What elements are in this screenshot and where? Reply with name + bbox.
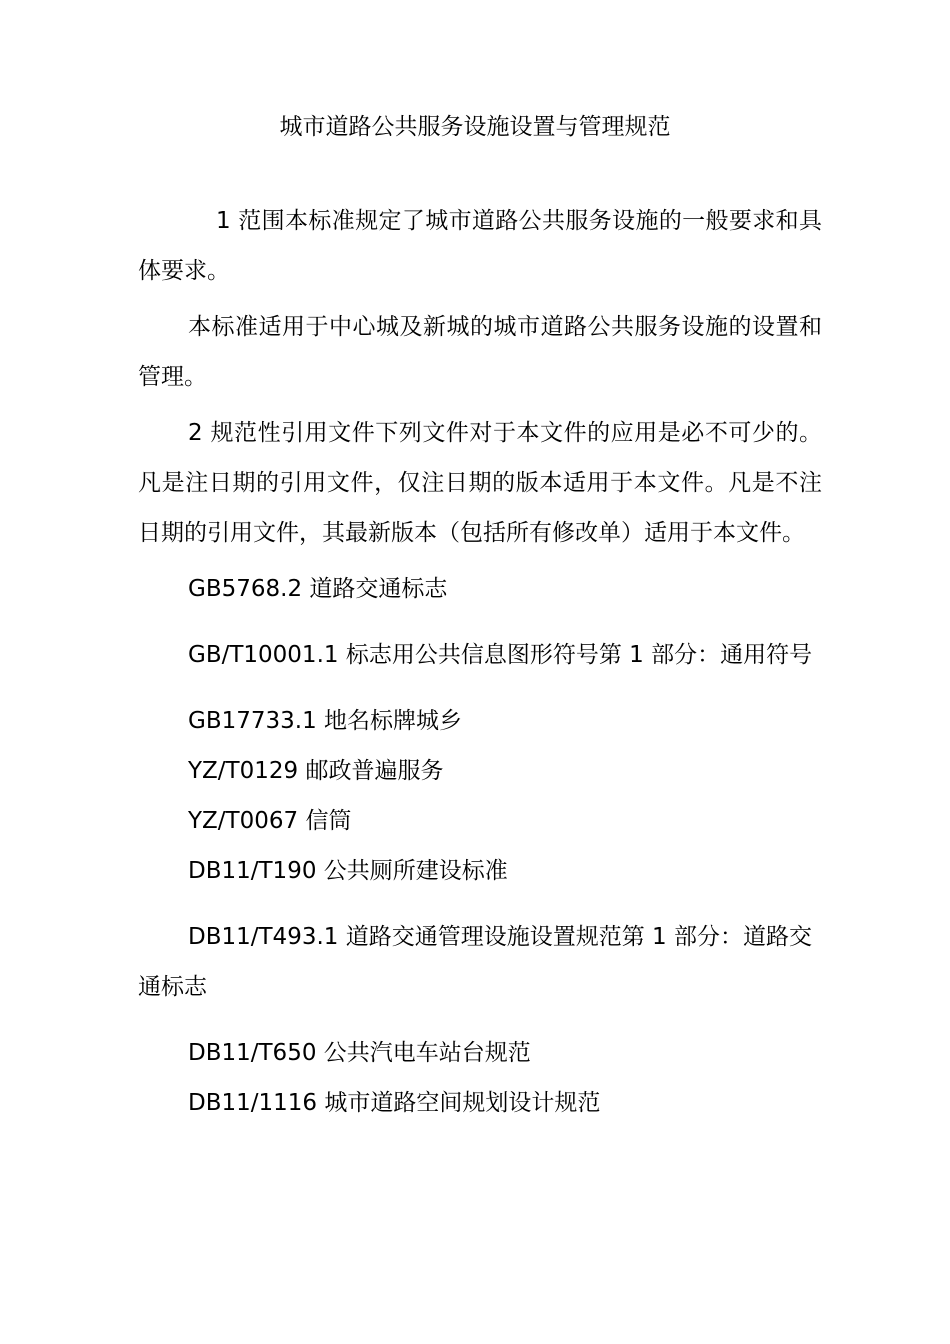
reference-item: YZ/T0067 信筒 [188,808,352,834]
reference-item: DB11/T190 公共厕所建设标准 [188,858,508,884]
reference-item: DB11/T650 公共汽电车站台规范 [188,1040,531,1066]
reference-item: DB11/T493.1 道路交通管理设施设置规范第 1 部分：道路交通标志 [138,924,812,1000]
document-title: 城市道路公共服务设施设置与管理规范 [279,114,671,140]
reference-item: GB5768.2 道路交通标志 [188,576,448,602]
reference-item: YZ/T0129 邮政普遍服务 [188,758,444,784]
paragraph-applicability: 本标准适用于中心城及新城的城市道路公共服务设施的设置和管理。 [138,314,822,390]
reference-item: GB/T10001.1 标志用公共信息图形符号第 1 部分：通用符号 [188,642,813,668]
reference-item: GB17733.1 地名标牌城乡 [188,708,463,734]
document-body [138,196,822,1128]
paragraph-normative-references: 2 规范性引用文件下列文件对于本文件的应用是必不可少的。凡是注日期的引用文件，仅注日期的版本适用于本文件。凡是不注日期的引用文件，其最新版本（包括所有修改单）适用于本文件。 [138,420,822,546]
reference-item: DB11/1116 城市道路空间规划设计规范 [188,1090,601,1116]
paragraph-scope: 1 范围本标准规定了城市道路公共服务设施的一般要求和具体要求。 [138,208,822,284]
